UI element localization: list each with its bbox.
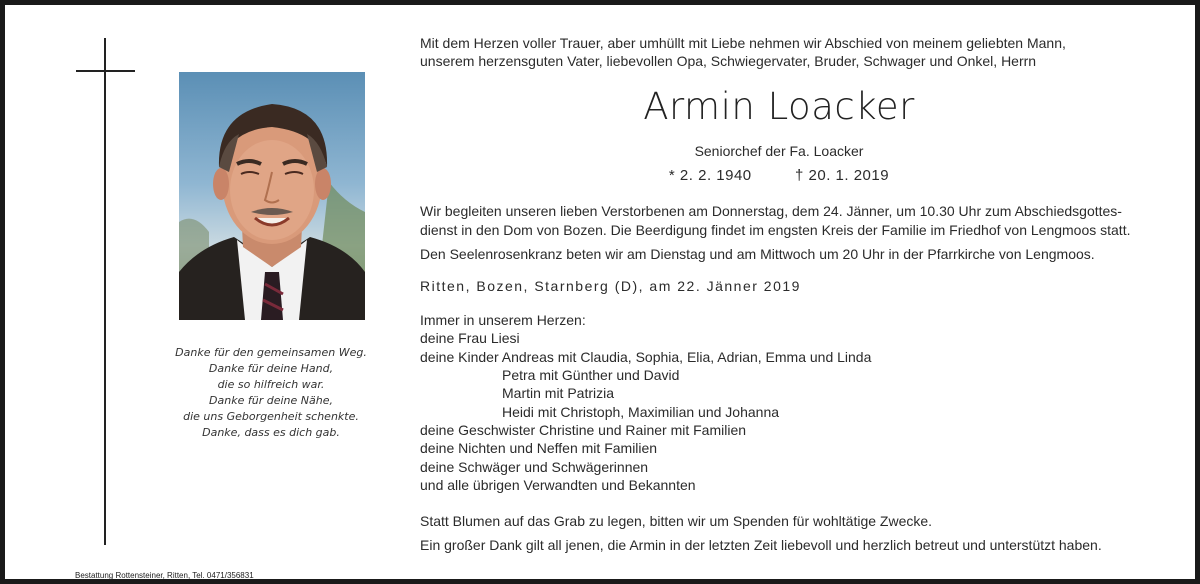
cross-icon-horizontal	[76, 70, 135, 72]
closing-line: Ein großer Dank gilt all jenen, die Armin in der letzten Zeit liebevoll und herzlich betreut und unterstützt haben.	[420, 537, 1102, 553]
mourner-line: deine Frau Liesi	[420, 330, 520, 346]
death-date: † 20. 1. 2019	[795, 167, 890, 184]
deceased-title: Seniorchef der Fa. Loacker	[694, 143, 864, 159]
poem-line: Danke für deine Nähe,	[209, 394, 333, 407]
ceremony-line: dienst in den Dom von Bozen. Die Beerdigung findet im engsten Kreis der Familie im Friedhof von Lengmoos statt.	[420, 222, 1131, 238]
closing-line: Statt Blumen auf das Grab zu legen, bitten wir um Spenden für wohltätige Zwecke.	[420, 513, 933, 529]
mourner-line: Heidi mit Christoph, Maximilian und Johanna	[502, 404, 780, 420]
place-and-date: Ritten, Bozen, Starnberg (D), am 22. Jänner 2019	[420, 278, 801, 294]
funeral-home-footer: Bestattung Rottensteiner, Ritten, Tel. 0471/356831	[75, 571, 254, 580]
poem-line: Danke, dass es dich gab.	[202, 426, 340, 439]
mourner-line: und alle übrigen Verwandten und Bekannten	[420, 477, 696, 493]
mourner-line: deine Schwäger und Schwägerinnen	[420, 459, 649, 475]
ceremony-line: Wir begleiten unseren lieben Verstorbenen am Donnerstag, dem 24. Jänner, um 10.30 Uhr zum Abschiedsgottes-	[420, 203, 1122, 219]
mourners-heading: Immer in unserem Herzen:	[420, 312, 586, 328]
portrait-photo	[179, 72, 365, 320]
poem-line: die so hilfreich war.	[217, 378, 325, 391]
poem-line: die uns Geborgenheit schenkte.	[183, 410, 359, 423]
poem	[155, 345, 387, 441]
deceased-name: Armin Loacker	[643, 85, 915, 128]
mourner-line: Petra mit Günther und David	[502, 367, 680, 383]
mourner-line: deine Nichten und Neffen mit Familien	[420, 440, 658, 456]
ceremony-line: Den Seelenrosenkranz beten wir am Dienstag und am Mittwoch um 20 Uhr in der Pfarrkirche von Lengmoos.	[420, 246, 1095, 262]
mourner-line: deine Geschwister Christine und Rainer mit Familien	[420, 422, 747, 438]
mourner-line: deine Kinder Andreas mit Claudia, Sophia, Elia, Adrian, Emma und Linda	[420, 349, 872, 365]
intro-line: Mit dem Herzen voller Trauer, aber umhüllt mit Liebe nehmen wir Abschied von meinem geliebten Mann,	[420, 35, 1066, 51]
mourner-line: Martin mit Patrizia	[502, 385, 615, 401]
intro-line: unserem herzensguten Vater, liebevollen Opa, Schwiegervater, Bruder, Schwager und Onkel, Herrn	[420, 53, 1037, 69]
cross-icon-vertical	[104, 38, 106, 545]
life-dates	[420, 166, 1138, 186]
poem-line: Danke für deine Hand,	[208, 362, 334, 375]
poem-line: Danke für den gemeinsamen Weg.	[175, 346, 367, 359]
birth-date: * 2. 2. 1940	[668, 167, 752, 184]
